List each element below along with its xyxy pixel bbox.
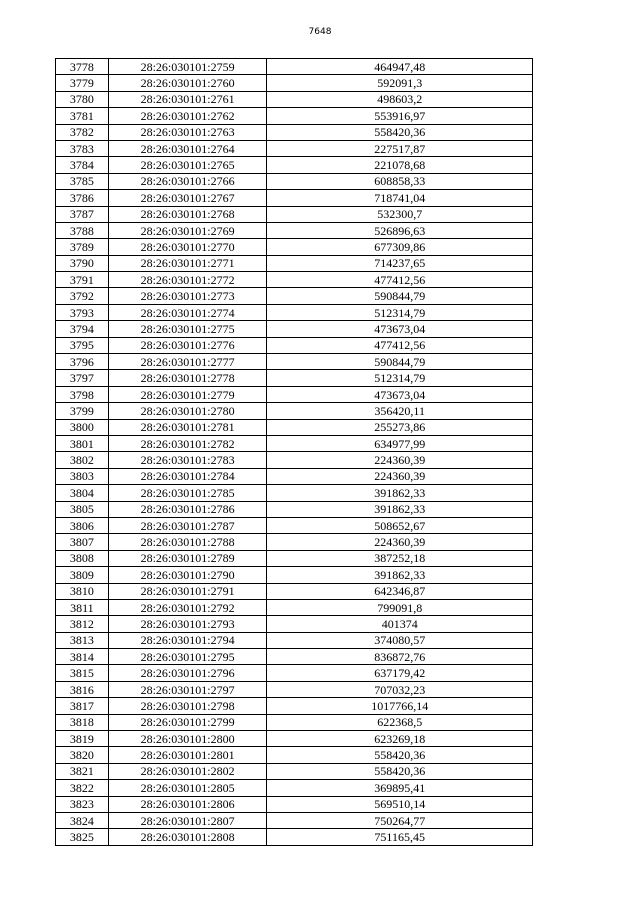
row-number-cell: 3789 <box>56 239 109 255</box>
row-number-cell: 3782 <box>56 124 109 140</box>
table-row <box>56 222 533 238</box>
cadastral-number-cell: 28:26:030101:2784 <box>108 468 267 484</box>
table-row <box>56 714 533 730</box>
cadastral-number-cell: 28:26:030101:2767 <box>108 190 267 206</box>
cadastral-number-cell: 28:26:030101:2799 <box>108 714 267 730</box>
table-row <box>56 763 533 779</box>
row-number-cell: 3780 <box>56 91 109 107</box>
cadastral-number-cell: 28:26:030101:2768 <box>108 206 267 222</box>
table-row <box>56 337 533 353</box>
cadastral-number-cell: 28:26:030101:2761 <box>108 91 267 107</box>
table-row <box>56 108 533 124</box>
value-cell: 592091,3 <box>267 75 533 91</box>
cadastral-number-cell: 28:26:030101:2776 <box>108 337 267 353</box>
table-row <box>56 239 533 255</box>
cadastral-number-cell: 28:26:030101:2801 <box>108 747 267 763</box>
row-number-cell: 3796 <box>56 354 109 370</box>
table-row <box>56 452 533 468</box>
value-cell: 498603,2 <box>267 91 533 107</box>
row-number-cell: 3809 <box>56 567 109 583</box>
table-row <box>56 468 533 484</box>
cadastral-number-cell: 28:26:030101:2802 <box>108 763 267 779</box>
table-row <box>56 829 533 845</box>
cadastral-number-cell: 28:26:030101:2785 <box>108 485 267 501</box>
row-number-cell: 3824 <box>56 812 109 828</box>
table-row <box>56 386 533 402</box>
cadastral-number-cell: 28:26:030101:2775 <box>108 321 267 337</box>
cadastral-number-cell: 28:26:030101:2807 <box>108 812 267 828</box>
cadastral-number-cell: 28:26:030101:2770 <box>108 239 267 255</box>
cadastral-number-cell: 28:26:030101:2796 <box>108 665 267 681</box>
cadastral-number-cell: 28:26:030101:2781 <box>108 419 267 435</box>
table-row <box>56 567 533 583</box>
table-row <box>56 190 533 206</box>
table-row <box>56 747 533 763</box>
cadastral-number-cell: 28:26:030101:2792 <box>108 599 267 615</box>
table-row <box>56 583 533 599</box>
value-cell: 718741,04 <box>267 190 533 206</box>
cadastral-number-cell: 28:26:030101:2778 <box>108 370 267 386</box>
cadastral-number-cell: 28:26:030101:2762 <box>108 108 267 124</box>
value-cell: 391862,33 <box>267 485 533 501</box>
row-number-cell: 3786 <box>56 190 109 206</box>
value-cell: 1017766,14 <box>267 698 533 714</box>
cadastral-number-cell: 28:26:030101:2797 <box>108 681 267 697</box>
table-row <box>56 681 533 697</box>
value-cell: 227517,87 <box>267 140 533 156</box>
row-number-cell: 3821 <box>56 763 109 779</box>
cadastral-number-cell: 28:26:030101:2779 <box>108 386 267 402</box>
cadastral-number-cell: 28:26:030101:2773 <box>108 288 267 304</box>
table-row <box>56 124 533 140</box>
table-row <box>56 485 533 501</box>
table-row <box>56 173 533 189</box>
value-cell: 532300,7 <box>267 206 533 222</box>
data-table <box>55 58 533 846</box>
value-cell: 255273,86 <box>267 419 533 435</box>
row-number-cell: 3800 <box>56 419 109 435</box>
cadastral-number-cell: 28:26:030101:2759 <box>108 59 267 75</box>
value-cell: 590844,79 <box>267 354 533 370</box>
cadastral-number-cell: 28:26:030101:2808 <box>108 829 267 845</box>
value-cell: 477412,56 <box>267 337 533 353</box>
row-number-cell: 3793 <box>56 304 109 320</box>
cadastral-number-cell: 28:26:030101:2783 <box>108 452 267 468</box>
row-number-cell: 3785 <box>56 173 109 189</box>
table-row <box>56 288 533 304</box>
row-number-cell: 3816 <box>56 681 109 697</box>
cadastral-number-cell: 28:26:030101:2760 <box>108 75 267 91</box>
cadastral-number-cell: 28:26:030101:2769 <box>108 222 267 238</box>
row-number-cell: 3823 <box>56 796 109 812</box>
value-cell: 634977,99 <box>267 435 533 451</box>
cadastral-number-cell: 28:26:030101:2771 <box>108 255 267 271</box>
value-cell: 477412,56 <box>267 272 533 288</box>
row-number-cell: 3819 <box>56 731 109 747</box>
value-cell: 558420,36 <box>267 124 533 140</box>
table-row <box>56 698 533 714</box>
row-number-cell: 3794 <box>56 321 109 337</box>
value-cell: 558420,36 <box>267 747 533 763</box>
value-cell: 224360,39 <box>267 468 533 484</box>
row-number-cell: 3814 <box>56 649 109 665</box>
cadastral-number-cell: 28:26:030101:2794 <box>108 632 267 648</box>
value-cell: 508652,67 <box>267 517 533 533</box>
cadastral-number-cell: 28:26:030101:2782 <box>108 435 267 451</box>
row-number-cell: 3813 <box>56 632 109 648</box>
row-number-cell: 3779 <box>56 75 109 91</box>
row-number-cell: 3822 <box>56 780 109 796</box>
value-cell: 473673,04 <box>267 321 533 337</box>
cadastral-number-cell: 28:26:030101:2780 <box>108 403 267 419</box>
value-cell: 512314,79 <box>267 370 533 386</box>
value-cell: 224360,39 <box>267 534 533 550</box>
row-number-cell: 3787 <box>56 206 109 222</box>
table-row <box>56 534 533 550</box>
row-number-cell: 3820 <box>56 747 109 763</box>
row-number-cell: 3799 <box>56 403 109 419</box>
value-cell: 637179,42 <box>267 665 533 681</box>
row-number-cell: 3801 <box>56 435 109 451</box>
cadastral-number-cell: 28:26:030101:2793 <box>108 616 267 632</box>
row-number-cell: 3790 <box>56 255 109 271</box>
row-number-cell: 3818 <box>56 714 109 730</box>
row-number-cell: 3778 <box>56 59 109 75</box>
cadastral-number-cell: 28:26:030101:2788 <box>108 534 267 550</box>
row-number-cell: 3788 <box>56 222 109 238</box>
table-row <box>56 304 533 320</box>
value-cell: 642346,87 <box>267 583 533 599</box>
value-cell: 569510,14 <box>267 796 533 812</box>
table-row <box>56 255 533 271</box>
table-row <box>56 59 533 75</box>
row-number-cell: 3792 <box>56 288 109 304</box>
cadastral-number-cell: 28:26:030101:2765 <box>108 157 267 173</box>
table-row <box>56 91 533 107</box>
row-number-cell: 3784 <box>56 157 109 173</box>
value-cell: 391862,33 <box>267 501 533 517</box>
table-row <box>56 75 533 91</box>
row-number-cell: 3812 <box>56 616 109 632</box>
row-number-cell: 3817 <box>56 698 109 714</box>
table-row <box>56 403 533 419</box>
value-cell: 224360,39 <box>267 452 533 468</box>
table-row <box>56 206 533 222</box>
cadastral-number-cell: 28:26:030101:2777 <box>108 354 267 370</box>
value-cell: 714237,65 <box>267 255 533 271</box>
cadastral-number-cell: 28:26:030101:2790 <box>108 567 267 583</box>
table-row <box>56 501 533 517</box>
table-row <box>56 321 533 337</box>
row-number-cell: 3805 <box>56 501 109 517</box>
table-row <box>56 354 533 370</box>
table-row <box>56 550 533 566</box>
value-cell: 387252,18 <box>267 550 533 566</box>
table-row <box>56 599 533 615</box>
row-number-cell: 3795 <box>56 337 109 353</box>
row-number-cell: 3810 <box>56 583 109 599</box>
cadastral-number-cell: 28:26:030101:2806 <box>108 796 267 812</box>
value-cell: 473673,04 <box>267 386 533 402</box>
table-row <box>56 731 533 747</box>
cadastral-number-cell: 28:26:030101:2789 <box>108 550 267 566</box>
value-cell: 799091,8 <box>267 599 533 615</box>
table-row <box>56 812 533 828</box>
table-row <box>56 649 533 665</box>
table-row <box>56 517 533 533</box>
value-cell: 608858,33 <box>267 173 533 189</box>
row-number-cell: 3798 <box>56 386 109 402</box>
row-number-cell: 3806 <box>56 517 109 533</box>
cadastral-number-cell: 28:26:030101:2795 <box>108 649 267 665</box>
row-number-cell: 3802 <box>56 452 109 468</box>
row-number-cell: 3803 <box>56 468 109 484</box>
cadastral-number-cell: 28:26:030101:2805 <box>108 780 267 796</box>
cadastral-number-cell: 28:26:030101:2774 <box>108 304 267 320</box>
cadastral-number-cell: 28:26:030101:2800 <box>108 731 267 747</box>
row-number-cell: 3791 <box>56 272 109 288</box>
table-row <box>56 780 533 796</box>
value-cell: 677309,86 <box>267 239 533 255</box>
cadastral-number-cell: 28:26:030101:2787 <box>108 517 267 533</box>
row-number-cell: 3807 <box>56 534 109 550</box>
table-row <box>56 632 533 648</box>
value-cell: 553916,97 <box>267 108 533 124</box>
cadastral-number-cell: 28:26:030101:2791 <box>108 583 267 599</box>
row-number-cell: 3781 <box>56 108 109 124</box>
value-cell: 558420,36 <box>267 763 533 779</box>
table-row <box>56 796 533 812</box>
value-cell: 707032,23 <box>267 681 533 697</box>
table-row <box>56 157 533 173</box>
value-cell: 374080,57 <box>267 632 533 648</box>
value-cell: 512314,79 <box>267 304 533 320</box>
table-row <box>56 665 533 681</box>
page-number: 7648 <box>308 27 332 37</box>
cadastral-number-cell: 28:26:030101:2772 <box>108 272 267 288</box>
cadastral-number-cell: 28:26:030101:2786 <box>108 501 267 517</box>
value-cell: 836872,76 <box>267 649 533 665</box>
value-cell: 751165,45 <box>267 829 533 845</box>
table-row <box>56 419 533 435</box>
value-cell: 622368,5 <box>267 714 533 730</box>
value-cell: 623269,18 <box>267 731 533 747</box>
cadastral-number-cell: 28:26:030101:2766 <box>108 173 267 189</box>
table-row <box>56 140 533 156</box>
value-cell: 369895,41 <box>267 780 533 796</box>
table-row <box>56 370 533 386</box>
row-number-cell: 3825 <box>56 829 109 845</box>
cadastral-number-cell: 28:26:030101:2798 <box>108 698 267 714</box>
value-cell: 391862,33 <box>267 567 533 583</box>
table-row <box>56 435 533 451</box>
table-row <box>56 616 533 632</box>
row-number-cell: 3783 <box>56 140 109 156</box>
value-cell: 590844,79 <box>267 288 533 304</box>
value-cell: 221078,68 <box>267 157 533 173</box>
table-row <box>56 272 533 288</box>
row-number-cell: 3808 <box>56 550 109 566</box>
table-body <box>56 59 533 846</box>
value-cell: 750264,77 <box>267 812 533 828</box>
row-number-cell: 3804 <box>56 485 109 501</box>
value-cell: 401374 <box>267 616 533 632</box>
cadastral-number-cell: 28:26:030101:2763 <box>108 124 267 140</box>
value-cell: 356420,11 <box>267 403 533 419</box>
row-number-cell: 3811 <box>56 599 109 615</box>
cadastral-number-cell: 28:26:030101:2764 <box>108 140 267 156</box>
value-cell: 464947,48 <box>267 59 533 75</box>
row-number-cell: 3797 <box>56 370 109 386</box>
value-cell: 526896,63 <box>267 222 533 238</box>
row-number-cell: 3815 <box>56 665 109 681</box>
